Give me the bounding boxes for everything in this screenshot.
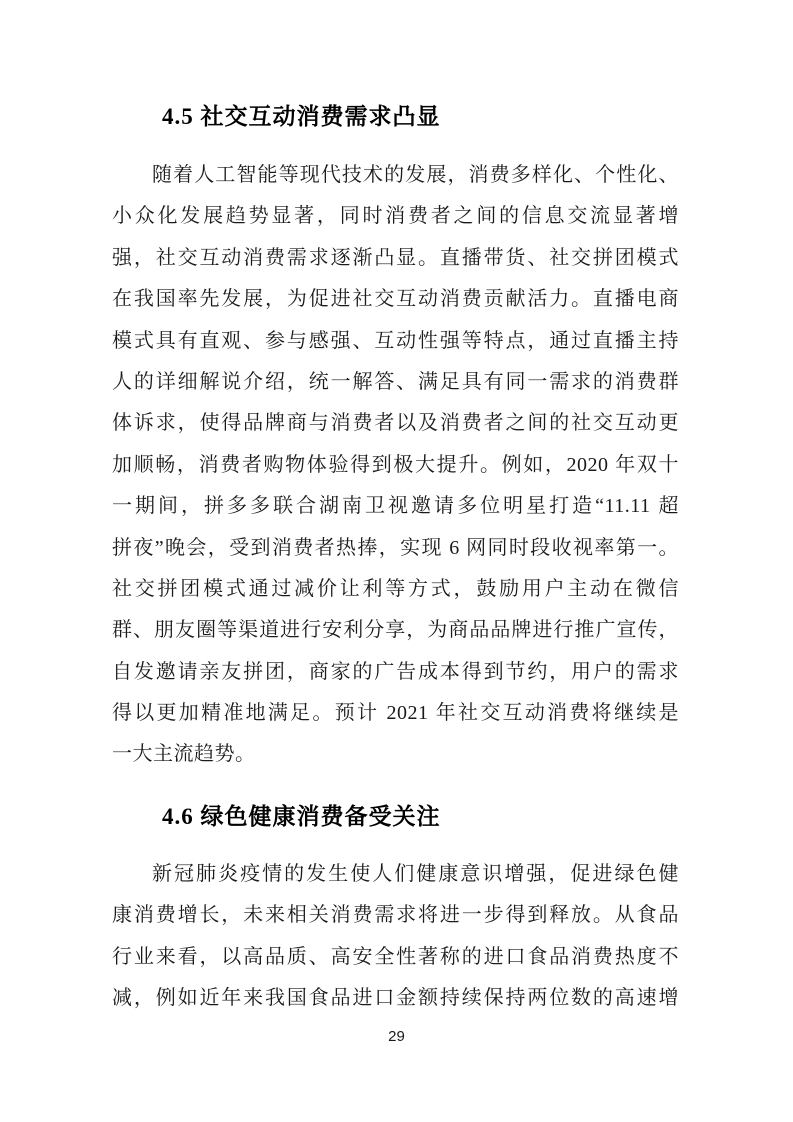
text-line: 一期间，拼多多联合湖南卫视邀请多位明星打造“11.11 超	[112, 495, 679, 518]
section-heading-4-5: 4.5 社交互动消费需求凸显	[162, 104, 441, 129]
text-line: 一大主流趋势。	[112, 743, 256, 766]
text-line: 随着人工智能等现代技术的发展，消费多样化、个性化、	[152, 164, 679, 186]
text-line: 新冠肺炎疫情的发生使人们健康意识增强，促进绿色健	[152, 862, 679, 885]
text-line: 模式具有直观、参与感强、互动性强等特点，通过直播主持	[112, 329, 679, 352]
text-line: 社交拼团模式通过减价让利等方式，鼓励用户主动在微信	[112, 577, 679, 600]
paragraph-green-health	[112, 854, 679, 1020]
text-line: 得以更加精准地满足。预计 2021 年社交互动消费将继续是	[112, 702, 679, 725]
text-line: 拼夜”晚会，受到消费者热捧，实现 6 网同时段收视率第一。	[112, 536, 679, 559]
text-line: 强，社交互动消费需求逐渐凸显。直播带货、社交拼团模式	[112, 246, 679, 269]
text-line: 康消费增长，未来相关消费需求将进一步得到释放。从食品	[112, 904, 679, 927]
section-heading-4-6: 4.6 绿色健康消费备受关注	[162, 803, 441, 829]
text-line: 体诉求，使得品牌商与消费者以及消费者之间的社交互动更	[112, 412, 679, 435]
text-line: 行业来看，以高品质、高安全性著称的进口食品消费热度不	[112, 945, 679, 968]
text-line: 减，例如近年来我国食品进口金额持续保持两位数的高速增	[112, 987, 679, 1010]
page-content	[112, 103, 679, 1019]
text-line: 人的详细解说介绍，统一解答、满足具有同一需求的消费群	[112, 370, 679, 393]
text-line: 小众化发展趋势显著，同时消费者之间的信息交流显著增	[112, 205, 679, 228]
text-line: 群、朋友圈等渠道进行安利分享，为商品品牌进行推广宣传，	[112, 619, 679, 642]
page-number: 29	[388, 1028, 405, 1046]
text-line: 在我国率先发展，为促进社交互动消费贡献活力。直播电商	[112, 288, 679, 311]
text-line: 自发邀请亲友拼团，商家的广告成本得到节约，用户的需求	[112, 660, 679, 683]
paragraph-social-interaction	[112, 155, 679, 776]
text-line: 加顺畅，消费者购物体验得到极大提升。例如，2020 年双十	[112, 453, 679, 476]
